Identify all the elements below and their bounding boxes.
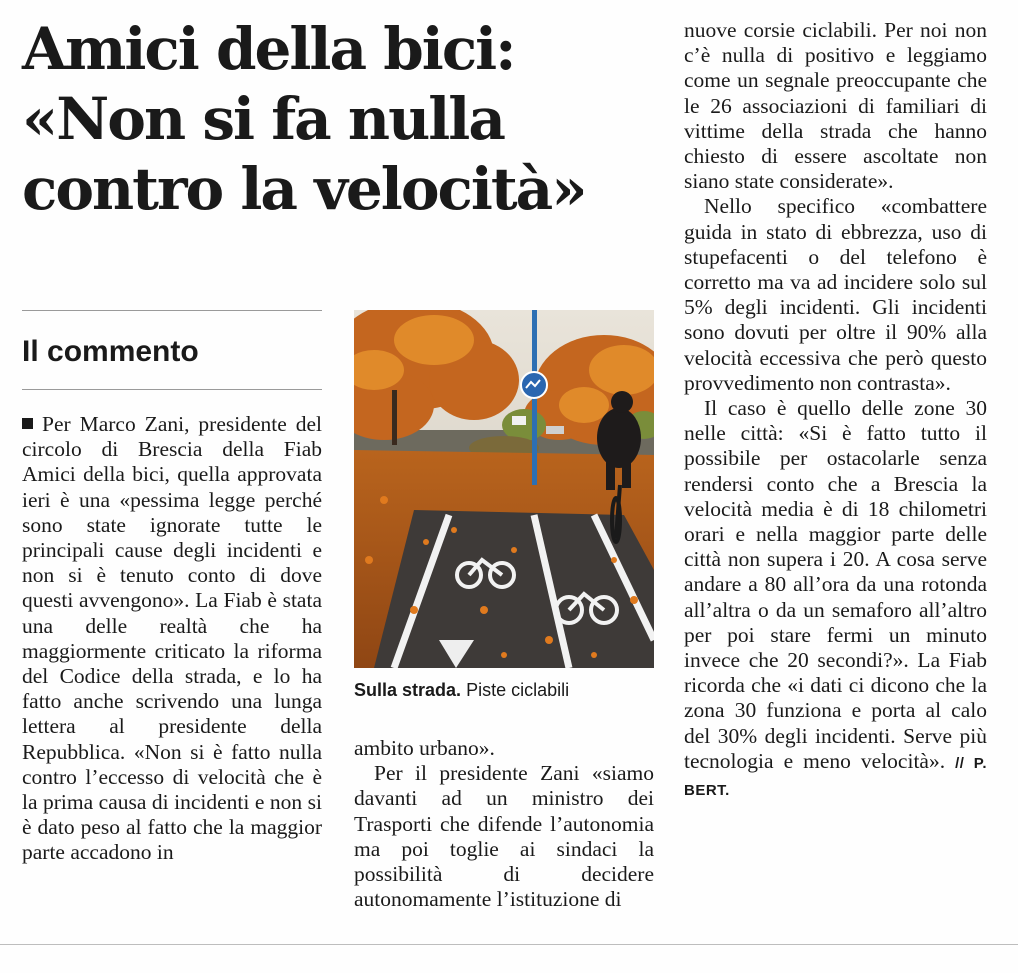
square-bullet-icon — [22, 418, 33, 429]
caption-bold: Sulla strada. — [354, 680, 462, 700]
article-column-1 — [22, 412, 322, 866]
page-bottom-rule — [0, 944, 1018, 945]
column3-paragraph-3 — [684, 396, 987, 803]
headline-line-3: contro la velocità» — [22, 155, 586, 223]
column3-paragraph-1: nuove corsie ciclabili. Per noi non c’è nulla di positivo e leggiamo come un segnale preoccupante che le 26 associazioni di familiari di vittime della strada che hanno chiesto di essere ascoltate non siano state considerate». — [684, 18, 987, 194]
column3-paragraph-3-text: Il caso è quello delle zone 30 nelle città: «Si è fatto tutto il possibile per ostacolarle senza rendersi conto che a Brescia la velocità media è di 18 chilometri orari e nella maggior parte delle città non supera i 20. A cosa serve andare a 80 all’ora da una rotonda all’altra o da un semaforo all’altro per poi stare fermi un minuto invece che 20 secondi?». La Fiab ricorda che «i dati ci dicono che la zona 30 funziona e porta al calo del 30% degli incidenti. Serve più tecnologia e meno velocità». — [684, 396, 987, 773]
column3-paragraph-2: Nello specifico «combattere guida in stato di ebbrezza, uso di stupefacenti o del telefono è corretto ma va ad incidere solo sul 5% degli incidenti. Gli incidenti sono dovuti per oltre il 90% alla velocità eccessiva che però questo provvedimento non contrasta». — [684, 194, 987, 395]
kicker-title: Il commento — [22, 335, 199, 368]
column1-paragraph-text: Per Marco Zani, presidente del circolo di Brescia della Fiab Amici della bici, quella approvata ieri è una «pessima legge perché sono state ignorate tutte le principali cause degli incidenti e non si è tenuto conto di dove questi avvengono». La Fiab è stata una delle realtà che ha maggiormente criticato la riforma del Codice della strada, e lo ha fatto anche scrivendo una lunga lettera al presidente della Repubblica. «Non si è fatto nulla contro l’eccesso di velocità che è la prima causa di incidenti e non si è dato peso al fatto che la maggior parte accadono in — [22, 412, 322, 865]
bike-lane-photo-illustration — [354, 310, 654, 668]
caption-text: Piste ciclabili — [466, 680, 570, 700]
column2-paragraph-1: ambito urbano». — [354, 736, 495, 760]
article-column-3 — [684, 18, 987, 803]
column2-paragraph-2: Per il presidente Zani «siamo davanti ad un ministro dei Trasporti che difende l’autonomia ma poi toglie ai sindaci la possibilità di decidere autonomamente l’istituzione di — [354, 761, 654, 912]
headline-line-2: «Non si fa nulla — [22, 85, 504, 153]
headline — [22, 14, 662, 224]
column1-paragraph — [22, 412, 322, 866]
photo-caption — [354, 679, 654, 701]
author-signature: // P. BERT. — [684, 754, 988, 800]
kicker-top-rule — [22, 310, 322, 311]
headline-line-1: Amici della bici: — [22, 15, 515, 83]
article-column-2 — [354, 736, 654, 912]
kicker-bottom-rule — [22, 389, 322, 390]
bike-lane-photo — [354, 310, 654, 668]
